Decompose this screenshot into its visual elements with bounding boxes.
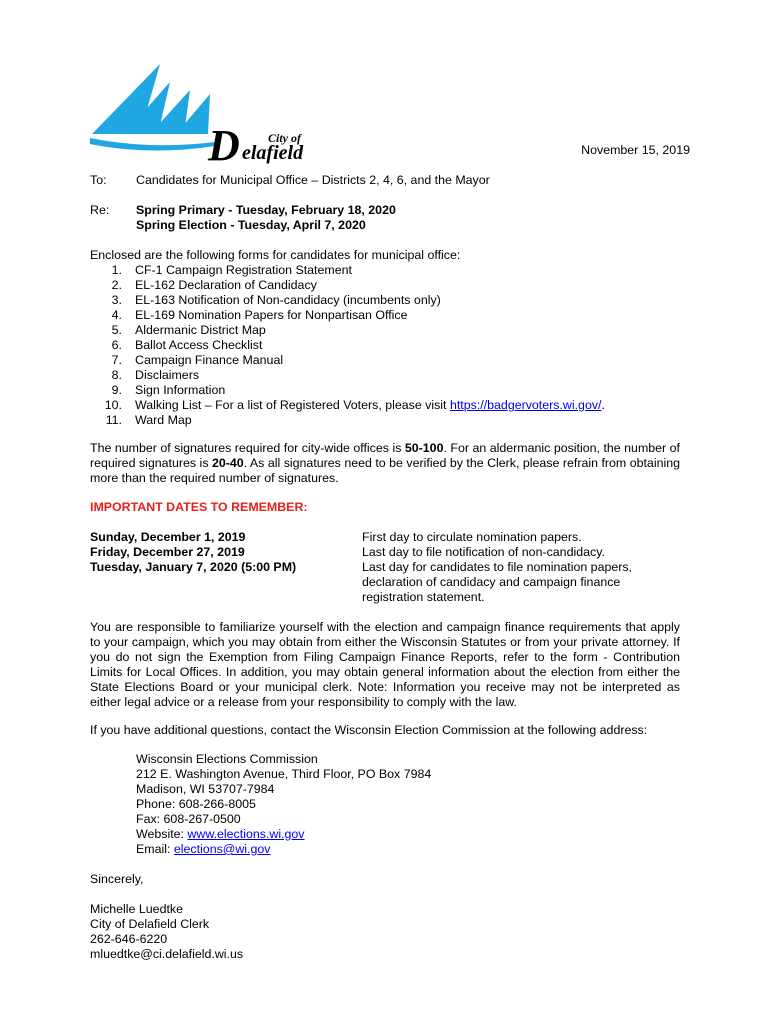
re-label: Re: xyxy=(90,203,110,217)
website-link[interactable]: www.elections.wi.gov xyxy=(187,827,305,841)
signer-phone: 262-646-6220 xyxy=(90,932,168,946)
logo-big-letter: D xyxy=(208,121,240,165)
address-phone: Phone: 608-266-8005 xyxy=(136,797,256,811)
signer-title: City of Delafield Clerk xyxy=(90,917,210,931)
date-row xyxy=(90,560,690,605)
signatures-paragraph: The number of signatures required for city-wide offices is 50-100. For an aldermanic position, the number of required signatures is 20-40. As all signatures need to be verified by the Clerk, please refrain from obtaining more than the required number of signatures. xyxy=(90,441,680,485)
date-description: Last day to file notification of non-candidacy. xyxy=(362,545,605,559)
list-item: 1. CF-1 Campaign Registration Statement xyxy=(111,263,352,277)
to-text: Candidates for Municipal Office – Districts 2, 4, 6, and the Mayor xyxy=(136,173,490,187)
list-item: 10. Walking List – For a list of Registered Voters, please visit https://badgervoters.wi.gov/. xyxy=(104,398,605,412)
to-line xyxy=(90,173,490,188)
closing: Sincerely, xyxy=(90,872,144,886)
address-name: Wisconsin Elections Commission xyxy=(136,752,318,766)
date-description: First day to circulate nomination papers. xyxy=(362,530,582,544)
signer-name: Michelle Luedtke xyxy=(90,902,183,916)
logo-name: elafield xyxy=(242,142,304,164)
signature-block xyxy=(90,902,243,962)
re-line-2: Spring Election - Tuesday, April 7, 2020 xyxy=(136,218,366,232)
list-item: 9. Sign Information xyxy=(111,383,226,397)
letter-date: November 15, 2019 xyxy=(581,143,690,157)
list-item: 6. Ballot Access Checklist xyxy=(111,338,263,352)
list-item: 7. Campaign Finance Manual xyxy=(111,353,284,367)
list-item: 8. Disclaimers xyxy=(111,368,200,382)
to-label: To: xyxy=(90,173,107,187)
re-line-1: Spring Primary - Tuesday, February 18, 2020 xyxy=(136,203,396,217)
address-street: 212 E. Washington Avenue, Third Floor, PO Box 7984 xyxy=(136,767,432,781)
enclosed-intro: Enclosed are the following forms for candidates for municipal office: xyxy=(90,248,461,262)
commission-address xyxy=(136,752,431,857)
list-item: 2. EL-162 Declaration of Candidacy xyxy=(111,278,317,292)
list-item: 4. EL-169 Nomination Papers for Nonpartisan Office xyxy=(111,308,408,322)
date-label: Sunday, December 1, 2019 xyxy=(90,530,246,544)
questions-paragraph: If you have additional questions, contact the Wisconsin Election Commission at the following address: xyxy=(90,723,648,737)
list-item: 3. EL-163 Notification of Non-candidacy (incumbents only) xyxy=(111,293,441,307)
important-dates-heading: IMPORTANT DATES TO REMEMBER: xyxy=(90,500,308,514)
date-row xyxy=(90,545,690,560)
signer-email: mluedtke@ci.delafield.wi.us xyxy=(90,947,244,961)
date-label: Friday, December 27, 2019 xyxy=(90,545,245,559)
responsibility-paragraph: You are responsible to familiarize yourself with the election and campaign finance requirements that apply to your campaign, which you may obtain from either the Wisconsin Statutes or from your private attorney. If you do not sign the Exemption from Filing Campaign Finance Reports, refer to the form - Contribution Limits for Local Offices. In addition, you may obtain general information about the election from either the State Elections Board or your municipal clerk. Note: Information you receive may not be interpreted as either legal advice or a release from your responsibility to comply with the law. xyxy=(90,620,680,709)
date-row xyxy=(90,530,690,545)
date-label: Tuesday, January 7, 2020 (5:00 PM) xyxy=(90,560,297,574)
forms-list xyxy=(90,263,605,428)
address-city: Madison, WI 53707-7984 xyxy=(136,782,275,796)
re-line xyxy=(90,203,396,233)
logo-city-of: City of xyxy=(268,131,301,145)
address-fax: Fax: 608-267-0500 xyxy=(136,812,241,826)
important-dates-table xyxy=(90,530,690,605)
date-description: Last day for candidates to file nomination papers, declaration of candidacy and campaign finance registration statement. xyxy=(362,560,633,604)
list-item: 11. Ward Map xyxy=(105,413,192,427)
email-label: Email: xyxy=(136,842,174,856)
city-logo xyxy=(90,60,350,165)
email-link[interactable]: elections@wi.gov xyxy=(173,842,271,856)
list-item: 5. Aldermanic District Map xyxy=(111,323,266,337)
badgervoters-link[interactable]: https://badgervoters.wi.gov/ xyxy=(449,398,602,412)
website-label: Website: xyxy=(136,827,188,841)
